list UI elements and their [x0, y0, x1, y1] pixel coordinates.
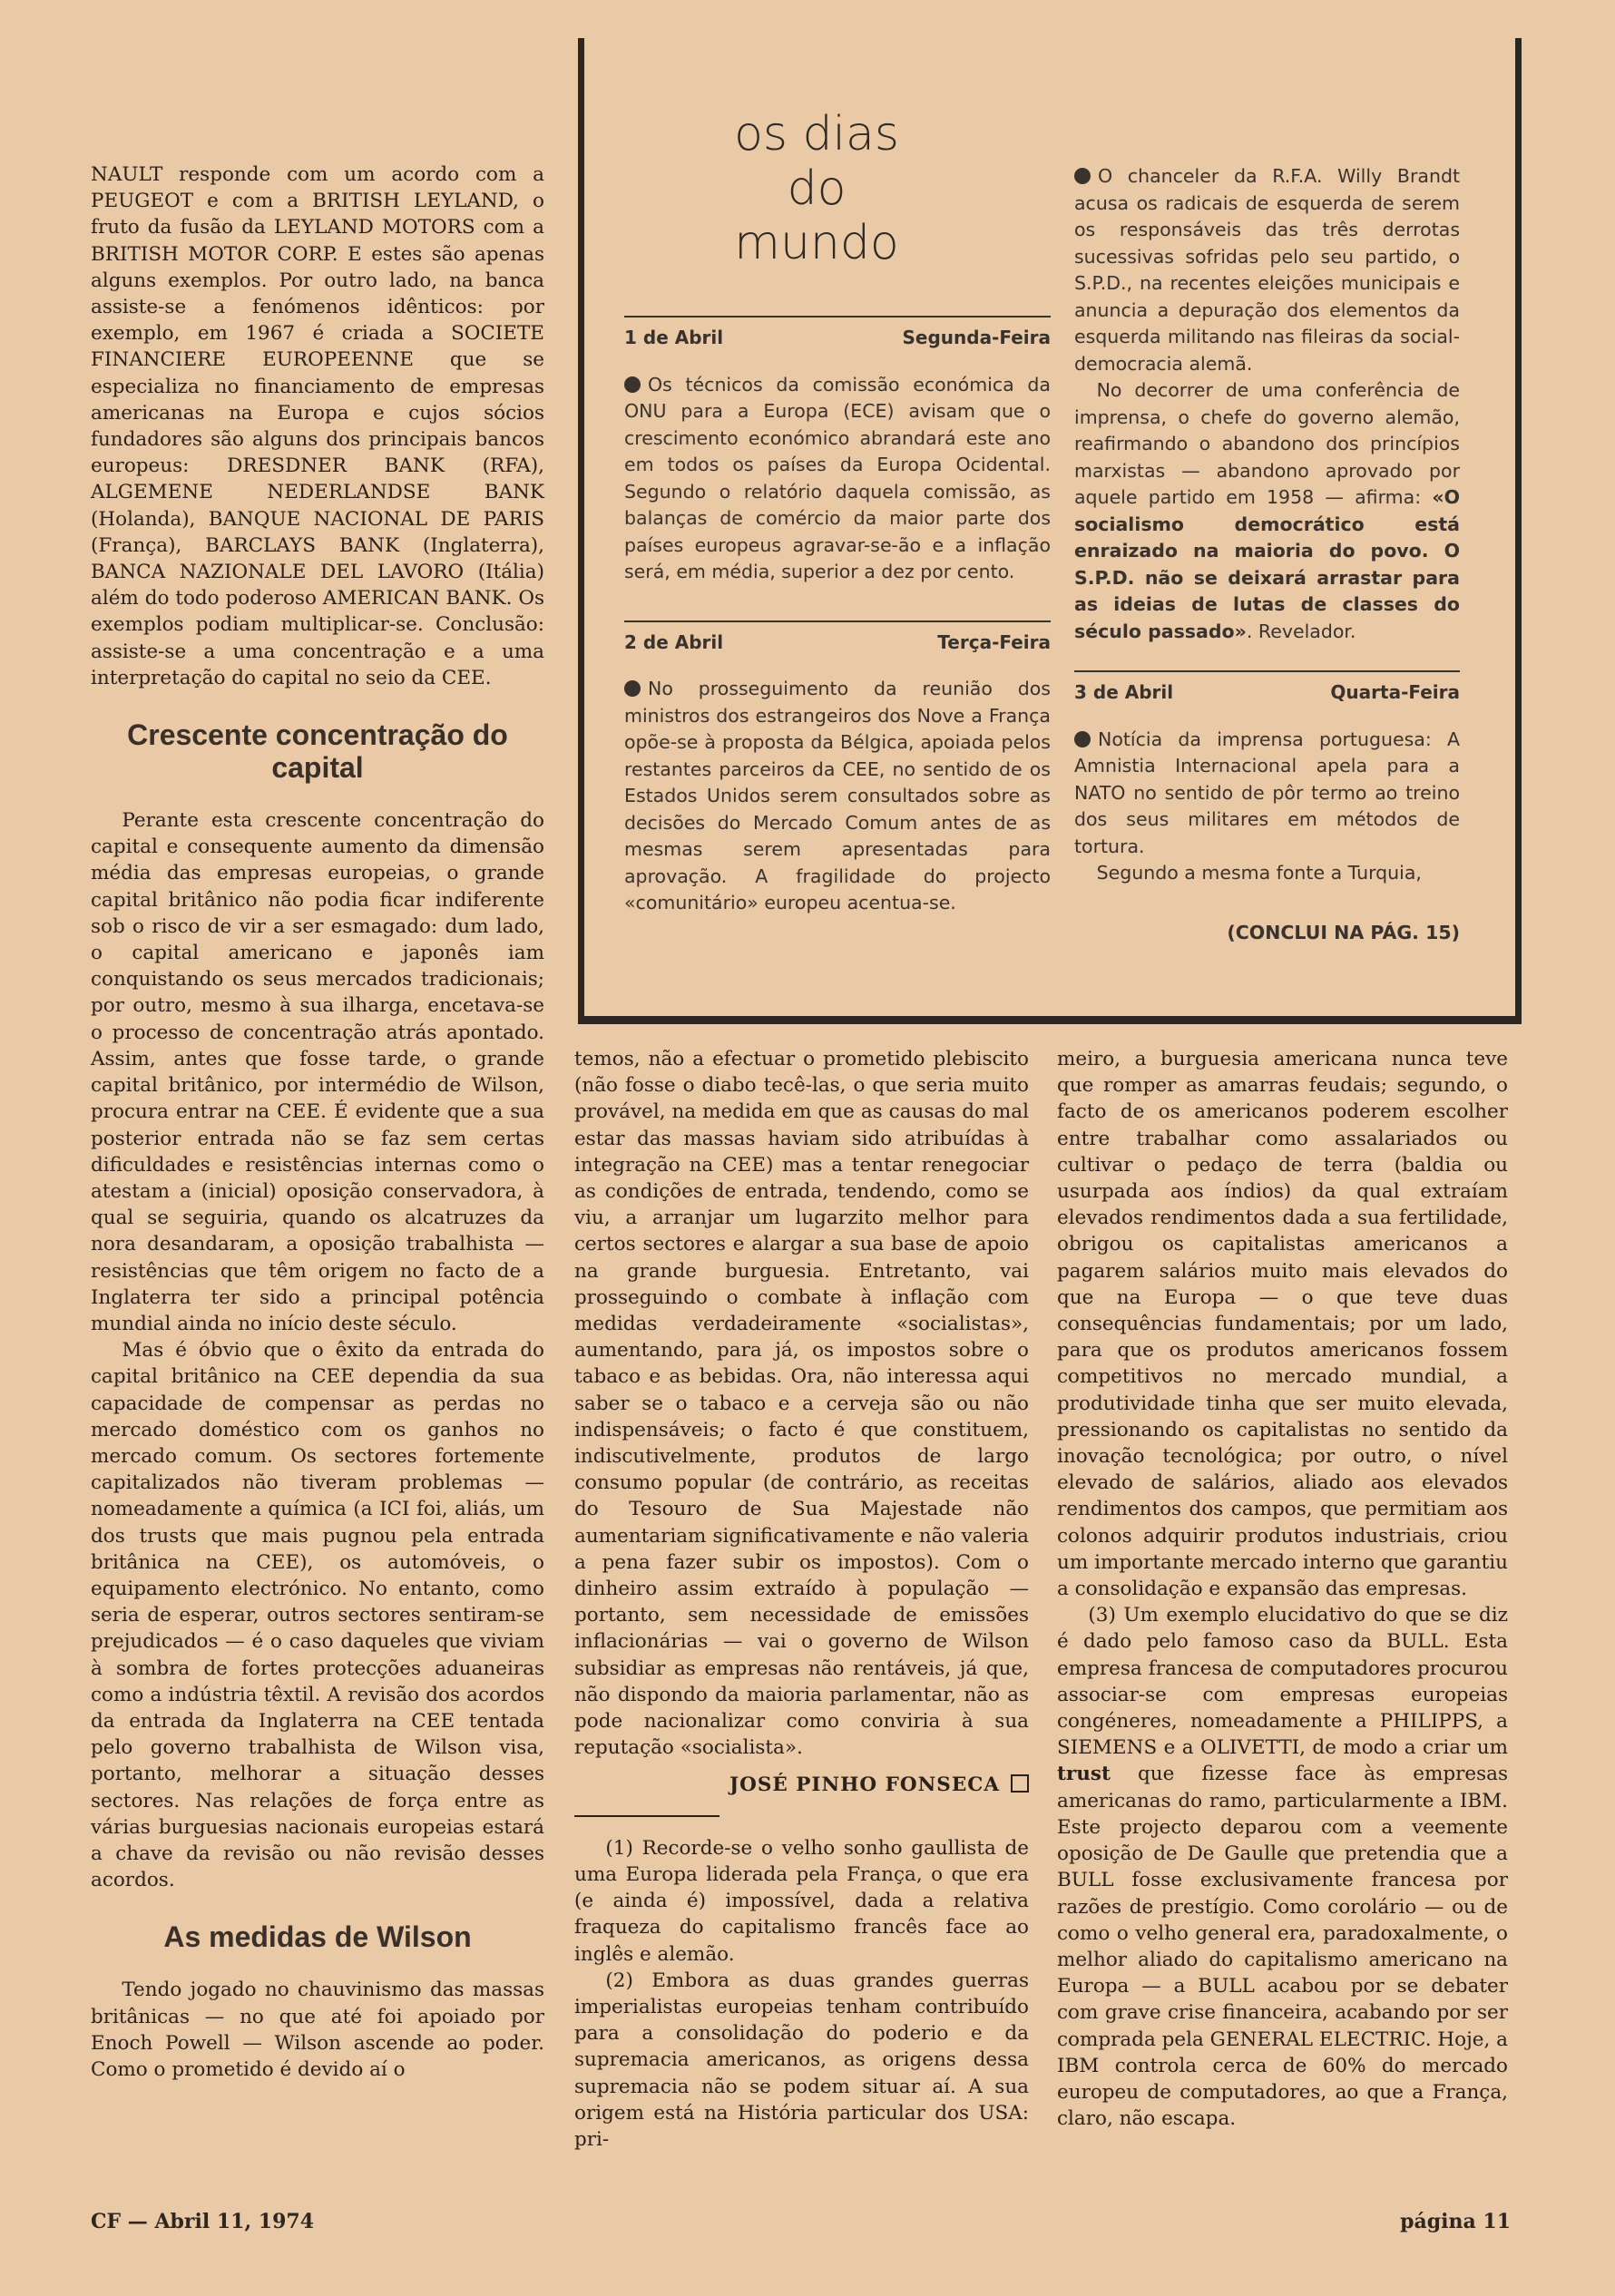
footer-issue: CF — Abril 11, 1974 [91, 2210, 315, 2233]
bullet-icon [1074, 168, 1091, 184]
bullet-icon [624, 376, 641, 393]
body-paragraph: Tendo jogado no chauvinismo das massas britânicas — no que até foi apoiado por Enoch Powell — Wilson ascende ao poder. Como o prometido é devido aí o [91, 1978, 544, 2081]
bullet-icon [1074, 731, 1091, 747]
entry-amnistia: Notícia da imprensa portuguesa: A Amnistia Internacional apela para a NATO no sentido de pôr termo ao treino dos seus militares em métodos de tortura. [1074, 728, 1460, 857]
bullet-icon [624, 680, 641, 697]
footnote-3: (3) Um exemplo elucidativo do que se diz é dado pelo famoso caso da BULL. Esta empresa francesa de computadores procurou associar-se com empresas europeias congéneres, nomeadamente a PHILIPPS, a SIEMENS e a OLIVETTI, de modo a criar um trust que fizesse face às empresas americanas do ramo, particularmente a IBM. Este projecto deparou com a veemente oposição de De Gaulle que pretendia que a BULL fosse exclusivamente francesa por razões de prestígio. Como corolário — ou de como o velho general era, paradoxalmente, o melhor aliado do capitalismo americano na Europa — a BULL acabou por se debater com grave crise financeira, acabando por ser comprada pela GENERAL ELECTRIC. Hoje, a IBM controla cerca de 60% do mercado europeu de computadores, ao que a França, claro, não escapa. [1057, 1604, 1508, 2131]
date-row: 1 de Abril Segunda-Feira [624, 316, 1051, 352]
date-row: 2 de Abril Terça-Feira [624, 620, 1051, 657]
news-entry: No prosseguimento da reunião dos ministros dos estrangeiros dos Nove a França opõe-se à proposta da Bélgica, apoiada pelos restantes parceiros da CEE, no sentido de os Estados Unidos serem consultados sobre as decisões do Mercado Comum antes de as mesmas serem apresentadas para aprovação. A fragilidade do projecto «comunitário» europeu acentua-se. [624, 678, 1051, 914]
box-left-entries [624, 316, 1051, 917]
entry-turquia: Segundo a mesma fonte a Turquia, [1096, 862, 1422, 884]
masthead-title: os dias do mundo [734, 107, 899, 270]
footnote-2: (2) Embora as duas grandes guerras imperialistas europeias tenham contribuído para a consolidação do poderio e da supremacia americanos, as origens dessa supremacia não se podem situar aí. A sua origem está na História particular dos USA: pri- [574, 1969, 1029, 2151]
news-entry: Os técnicos da comissão económica da ONU para a Europa (ECE) avisam que o crescimento económico abrandará este ano em todos os países da Europa Ocidental. Segundo o relatório daquela comissão, as balanças de comércio da maior parte dos países europeus agravar-se-ão e a inflação será, em média, superior a dez por cento. [624, 373, 1051, 582]
right-column [1057, 1046, 1508, 2132]
body-paragraph: Mas é óbvio que o êxito da entrada do capital britânico na CEE dependia da sua capacidade de compensar as perdas no mercado doméstico com os ganhos no mercado comum. Os sectores fortemente capitalizados não tiveram problemas — nomeadamente a química (a ICI foi, aliás, um dos trusts que mais pugnou pela entrada britânica na CEE), os automóveis, o equipamento electrónico. No entanto, como seria de esperar, outros sectores sentiram-se prejudicados — é o caso daqueles que viviam à sombra de fortes protecções aduaneiras como a indústria têxtil. A revisão dos acordos da entrada da Inglaterra na CEE tentada pelo governo trabalhista de Wilson visa, portanto, melhorar a situação desses sectores. Nas relações de força entre as várias burguesias nacionais europeias estará a chave da revisão ou não revisão desses acordos. [91, 1339, 544, 1892]
footer-page-number: página 11 [1400, 2210, 1511, 2233]
footnote-divider [574, 1815, 719, 1817]
entry-brandt-conference: No decorrer de uma conferência de imprensa, o chefe do governo alemão, reafirmando o abandono dos princípios marxistas — abandono aprovado por aquele partido em 1958 — afirma: «O socialismo democrático está enraizado na maioria do povo. O S.P.D. não se deixará arrastar para as ideias de lutas de classes do século passado». Revelador. [1074, 379, 1460, 642]
entry-brandt: O chanceler da R.F.A. Willy Brandt acusa os radicais de esquerda de serem os responsáveis das três derrotas sucessivas sofridas pelo seu partido, o S.P.D., na recentes eleições municipais e anuncia a depuração dos elementos da esquerda militando nas fileiras da social-democracia alemã. [1074, 165, 1460, 375]
body-paragraph: NAULT responde com um acordo com a PEUGEOT e com a BRITISH LEYLAND, o fruto da fusão da LEYLAND MOTORS com a BRITISH MOTOR CORP. E estes são apenas alguns exemplos. Por outro lado, na banca assiste-se a fenómenos idênticos: por exemplo, em 1967 é criada a SOCIETE FINANCIERE EUROPEENNE que se especializa no financiamento de empresas americanas na Europa e cujos sócios fundadores são alguns dos principais bancos europeus: DRESDNER BANK (RFA), ALGEMENE NEDERLANDSE BANK (Holanda), BANQUE NACIONAL DE PARIS (França), BARCLAYS BANK (Inglaterra), BANCA NAZIONALE DEL LAVORO (Itália) além do todo poderoso AMERICAN BANK. Os exemplos podiam multiplicar-se. Conclusão: assiste-se a uma concentração e a uma interpretação do capital no seio da CEE. [91, 163, 544, 689]
date-row-3-abril: 3 de Abril Quarta-Feira [1074, 670, 1460, 707]
footnote-1: (1) Recorde-se o velho sonho gaullista de uma Europa liderada pela França, o que era (e ainda é) impossível, dada a relativa fraqueza do capitalismo francês face ao inglês e alemão. [574, 1836, 1029, 1966]
body-paragraph: Perante esta crescente concentração do capital e consequente aumento da dimensão média das empresas europeias, o grande capital britânico não podia ficar indiferente sob o risco de vir a ser esmagado: dum lado, o capital americano e japonês iam conquistando os seus mercados tradicionais; por outro, mesmo à sua ilharga, encetava-se o processo de concentração atrás apontado. Assim, antes que fosse tarde, o grande capital britânico, por intermédio de Wilson, procura entrar na CEE. É evidente que a sua posterior entrada não se faz sem certas dificuldades e resistências internas como o atestam a (inicial) oposição conservadora, à qual se seguiria, quando os alcatruzes da nora desandaram, a oposição trabalhista — resistências que têm origem no facto de a Inglaterra ter sido a principal potência mundial ainda no início deste século. [91, 809, 544, 1335]
section-heading: Crescente concentração do capital [127, 718, 508, 785]
left-column [91, 161, 544, 2083]
author-signature: JOSÉ PINHO FONSECA [574, 1772, 1029, 1798]
body-paragraph: meiro, a burguesia americana nunca teve que romper as amarras feudais; segundo, o facto de os americanos poderem escolher entre trabalhar como assalariados ou cultivar o pedaço de terra (baldia ou usurpada aos índios) da qual extraíam elevados rendimentos dada a sua fertilidade, obrigou os capitalistas americanos a pagarem salários muito mais elevados do que na Europa — o que teve duas consequências fundamentais; por um lado, para que os produtos americanos fossem competitivos no mercado mundial, a produtividade tinha que ser muito elevada, pressionando os capitalistas no sentido da inovação tecnológica; por outro, o nível elevado de salários, aliado aos elevados rendimentos dos campos, que permitiam aos colonos adquirir produtos industriais, criou um importante mercado interno que garantiu a consolidação e expansão das empresas. [1057, 1048, 1508, 1601]
continuation-note: (CONCLUI NA PÁG. 15) [1227, 921, 1460, 943]
end-mark-icon [1011, 1774, 1029, 1793]
middle-column [574, 1046, 1029, 2153]
body-paragraph: temos, não a efectuar o prometido plebiscito (não fosse o diabo tecê-las, o que seria muito provável, na medida em que as causas do mal estar das massas haviam sido atribuídas à integração na CEE) mas a tentar renegociar as condições de entrada, tendendo, como se viu, a arranjar um lugarzito melhor para certos sectores e alargar a sua base de apoio na grande burguesia. Entretanto, vai prosseguindo o combate à inflação com medidas verdadeiramente «socialistas», aumentando, para já, os impostos sobre o tabaco e as bebidas. Ora, não interessa aqui saber se o tabaco e a cerveja são ou não indispensáveis; o facto é que constituem, indiscutivelmente, produtos de largo consumo popular (de contrário, as receitas do Tesouro de Sua Majestade não aumentariam significativamente e não valeria a pena fazer subir os impostos). Com o dinheiro assim extraído à população — portanto, sem necessidade de emissões inflacionárias — vai o governo de Wilson subsidiar as empresas não rentáveis, já que, não dispondo da maioria parlamentar, não as pode nacionalizar como conviria à sua reputação «socialista». [574, 1048, 1029, 1760]
box-right-entries [1074, 163, 1460, 946]
section-heading: As medidas de Wilson [163, 1920, 472, 1954]
